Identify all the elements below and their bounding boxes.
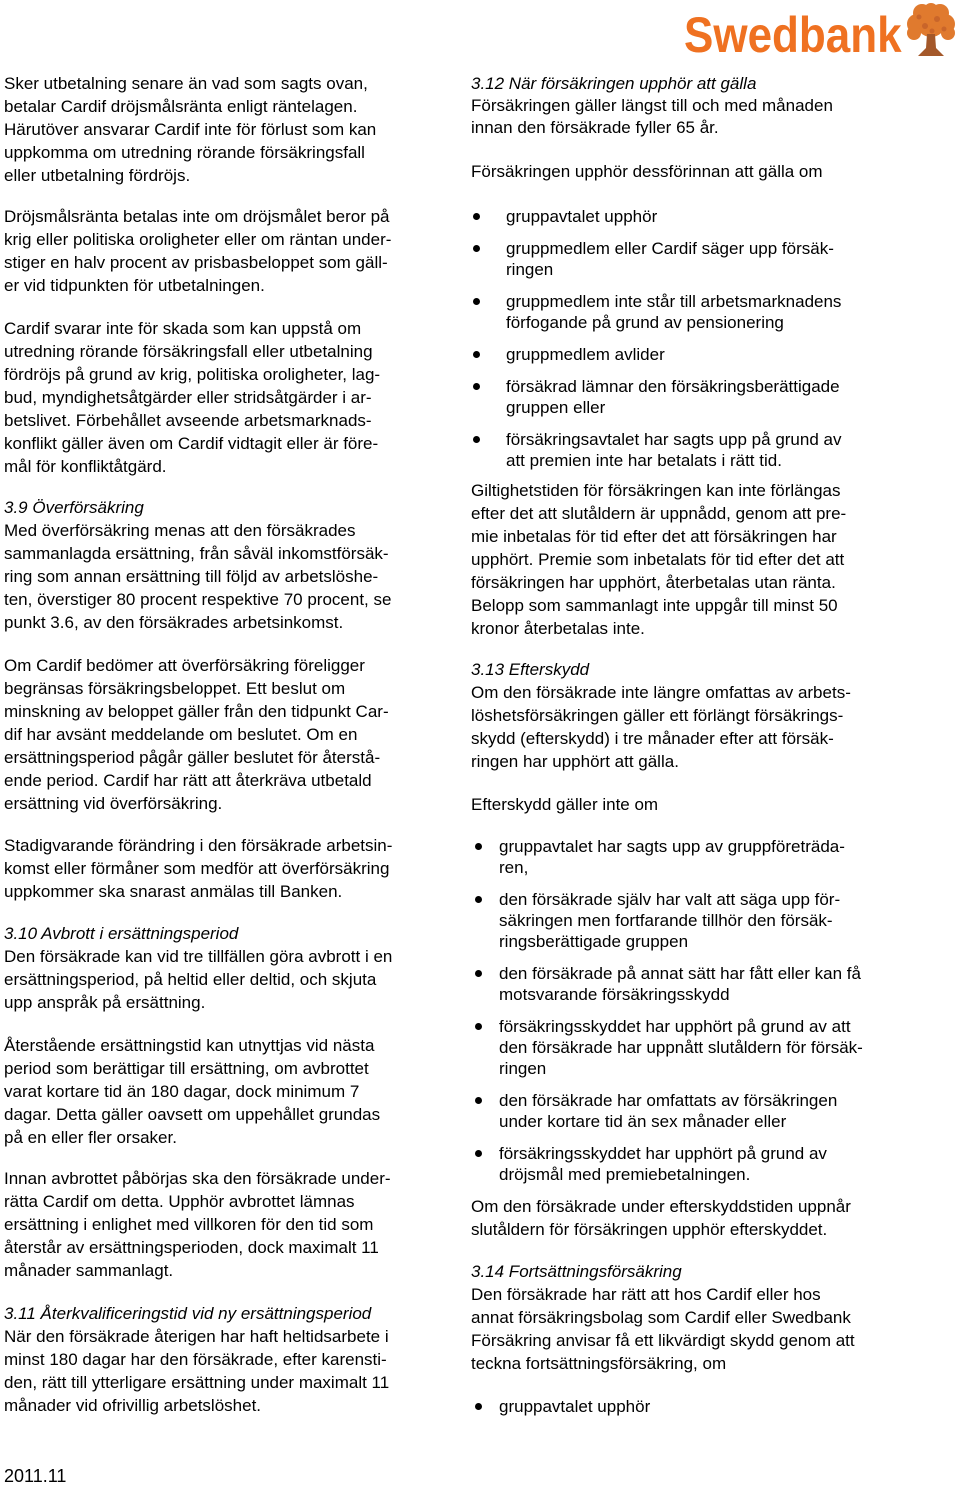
text-line: den, rätt till ytterligare ersättning under maximalt 11 <box>4 1373 390 1392</box>
text-line: gruppavtalet upphör <box>499 1397 651 1416</box>
text-line: Återstående ersättningstid kan utnyttjas vid nästa <box>4 1036 375 1055</box>
bullet-icon <box>473 351 480 358</box>
text-line: på en eller fler orsaker. <box>4 1128 177 1147</box>
text-line: annat försäkringsbolag som Cardif eller Swedbank <box>471 1308 851 1327</box>
paragraph-validity <box>471 479 941 640</box>
bullet-icon <box>473 298 480 305</box>
text-line: återstår av ersättningsperioden, dock maximalt 11 <box>4 1238 379 1257</box>
text-line: dif har avsänt meddelande om beslutet. Om en <box>4 725 358 744</box>
text-line: dröjsmål med premiebetalningen. <box>499 1165 751 1184</box>
text-line: Om den försäkrade inte längre omfattas av arbets- <box>471 683 851 702</box>
text-line: ringen <box>506 260 554 279</box>
list-item <box>471 429 941 471</box>
text-line: konflikt gäller även om Cardif vidtagit eller är före- <box>4 434 379 453</box>
section-3-11 <box>4 1302 444 1417</box>
text-line: upphört. Premie som inbetalats för tid efter det att <box>471 550 845 569</box>
list-item-text <box>499 1396 941 1417</box>
text-line: gruppmedlem avlider <box>506 345 665 364</box>
text-line: minskning av beloppet gäller från den tidpunkt Car- <box>4 702 389 721</box>
text-line: slutåldern för försäkringen upphör efterskyddet. <box>471 1220 828 1239</box>
section-body <box>4 945 444 1014</box>
text-line: efter det att slutåldern är uppnådd, genom att pre- <box>471 504 847 523</box>
text-line: Stadigvarande förändring i den försäkrade arbetsin- <box>4 836 393 855</box>
text-line: ren, <box>499 858 529 877</box>
text-line: upp anspråk på ersättning. <box>4 993 206 1012</box>
text-line: ende period. Cardif har rätt att återkräva utbetald <box>4 771 372 790</box>
text-line: Sker utbetalning senare än vad som sagts ovan, <box>4 74 368 93</box>
text-line: mål för konfliktåtgärd. <box>4 457 167 476</box>
section-heading: 3.11 Återkvalificeringstid vid ny ersättningsperiod <box>4 1304 372 1323</box>
text-line: dagar. Detta gäller oavsett om uppehållet grundas <box>4 1105 381 1124</box>
section-heading: 3.14 Fortsättningsförsäkring <box>471 1262 682 1281</box>
list-item-text <box>499 1090 941 1132</box>
text-line: stiger en halv procent av prisbasbeloppet som gäll- <box>4 253 388 272</box>
text-line: Härutöver ansvarar Cardif inte för förlust som kan <box>4 120 377 139</box>
paragraph-before-interruption <box>4 1167 444 1282</box>
list-item <box>471 1396 941 1417</box>
section-heading: 3.10 Avbrott i ersättningsperiod <box>4 924 239 943</box>
text-line: Innan avbrottet påbörjas ska den försäkrade under- <box>4 1169 391 1188</box>
text-line: ersättningsperiod, på heltid eller deltid, och skjuta <box>4 970 377 989</box>
list-item-text <box>499 889 941 952</box>
text-line: ten, överstiger 80 procent respektive 70 procent, se <box>4 590 392 609</box>
text-line: Om den försäkrade under efterskyddstiden uppnår <box>471 1197 851 1216</box>
section-heading: 3.9 Överförsäkring <box>4 498 144 517</box>
list-item-text <box>506 429 941 471</box>
text-line: Den försäkrade kan vid tre tillfällen göra avbrott i en <box>4 947 393 966</box>
termination-conditions-list <box>471 206 941 482</box>
continuation-conditions-list <box>471 1396 941 1428</box>
list-item-text <box>506 376 941 418</box>
text-line: bud, myndighetsåtgärder eller stridsåtgärder i ar- <box>4 388 372 407</box>
list-item-text <box>499 963 941 1005</box>
swedbank-logo <box>684 0 958 63</box>
text-line: teckna fortsättningsförsäkring, om <box>471 1354 727 1373</box>
text-line: punkt 3.6, av den försäkrades arbetsinkomst. <box>4 613 344 632</box>
list-item <box>471 1143 941 1185</box>
text-line: löshetsförsäkringen gäller ett förlängt försäkrings- <box>471 706 844 725</box>
list-item <box>471 344 941 365</box>
list-item <box>471 238 941 280</box>
paragraph-late-payment <box>4 72 444 187</box>
section-3-13 <box>471 658 941 773</box>
text-line: ringen har upphört att gälla. <box>471 752 679 771</box>
text-line: Försäkringen gäller längst till och med månaden <box>471 96 833 115</box>
list-item <box>471 206 941 227</box>
text-line: gruppen eller <box>506 398 606 417</box>
text-line: Efterskydd gäller inte om <box>471 795 659 814</box>
text-line: ringen <box>499 1059 547 1078</box>
text-line: uppkomma om utredning rörande försäkringsfall <box>4 143 365 162</box>
text-line: skydd (efterskydd) i tre månader efter att försäk- <box>471 729 834 748</box>
section-body <box>471 681 941 773</box>
bullet-icon <box>475 843 482 850</box>
text-line: att premien inte har betalats i rätt tid. <box>506 451 782 470</box>
bullet-icon <box>475 1023 482 1030</box>
text-line: ersättningsperiod pågår gäller beslutet för återstå- <box>4 748 381 767</box>
paragraph-aftercover-intro <box>471 793 941 816</box>
paragraph-termination-intro <box>471 160 941 183</box>
text-line: eller utbetalning fördröjs. <box>4 166 191 185</box>
bullet-icon <box>473 383 480 390</box>
text-line: månader sammanlagt. <box>4 1261 174 1280</box>
bullet-icon <box>473 436 480 443</box>
text-line: säkringen men fortfarande tillhör den försäk- <box>499 911 833 930</box>
text-line: innan den försäkrade fyller 65 år. <box>471 118 719 137</box>
paragraph-penalty-interest <box>4 205 444 297</box>
text-line: Om Cardif bedömer att överförsäkring föreligger <box>4 656 365 675</box>
list-item-text <box>499 1143 941 1185</box>
footer-date: 2011.11 <box>4 1466 67 1486</box>
text-line: När den försäkrade återigen har haft heltidsarbete i <box>4 1327 389 1346</box>
text-line: gruppavtalet har sagts upp av gruppföreträda- <box>499 837 845 856</box>
list-item <box>471 1090 941 1132</box>
text-line: Försäkringen upphör dessförinnan att gälla om <box>471 162 823 181</box>
text-line: betalar Cardif dröjsmålsränta enligt räntelagen. <box>4 97 358 116</box>
text-line: ringsberättigade gruppen <box>499 932 689 951</box>
text-line: gruppavtalet upphör <box>506 207 658 226</box>
text-line: mie inbetalas för tid efter det att försäkringen har <box>471 527 837 546</box>
text-line: Den försäkrade har rätt att hos Cardif eller hos <box>471 1285 821 1304</box>
section-body <box>4 1325 444 1417</box>
text-line: varat kortare tid än 180 dagar, dock minimum 7 <box>4 1082 360 1101</box>
text-line: utredning rörande försäkringsfall eller utbetalning <box>4 342 373 361</box>
text-line: period som berättigar till ersättning, om avbrottet <box>4 1059 369 1078</box>
list-item-text <box>506 238 941 280</box>
text-line: uppkommer ska snarast anmälas till Banken. <box>4 882 343 901</box>
text-line: sammanlagda ersättning, från såväl inkomstförsäk- <box>4 544 389 563</box>
text-line: fördröjs på grund av krig, politiska oroligheter, lag- <box>4 365 381 384</box>
paragraph-overinsurance-decision <box>4 654 444 815</box>
text-line: komst eller förmåner som medför att överförsäkring <box>4 859 390 878</box>
text-line: ring som annan ersättning till följd av arbetslöshe- <box>4 567 379 586</box>
list-item-text <box>506 344 941 365</box>
text-line: försäkringsskyddet har upphört på grund av att <box>499 1017 851 1036</box>
text-line: Försäkring anvisar få ett likvärdigt skydd genom att <box>471 1331 855 1350</box>
text-line: Giltighetstiden för försäkringen kan inte förlängas <box>471 481 841 500</box>
text-line: krig eller politiska oroligheter eller om räntan under- <box>4 230 392 249</box>
text-line: den försäkrade själv har valt att säga upp för- <box>499 890 841 909</box>
list-item-text <box>506 291 941 333</box>
text-line: den försäkrade på annat sätt har fått eller kan få <box>499 964 861 983</box>
section-body <box>4 519 444 634</box>
text-line: försäkringen har upphört, återbetalas utan ränta. <box>471 573 836 592</box>
text-line: gruppmedlem eller Cardif säger upp försäk- <box>506 239 834 258</box>
section-3-14 <box>471 1260 941 1375</box>
section-body <box>471 1283 941 1375</box>
paragraph-aftercover-end <box>471 1195 941 1241</box>
text-line: er vid tidpunkten för utbetalningen. <box>4 276 265 295</box>
bullet-icon <box>473 245 480 252</box>
list-item <box>471 1016 941 1079</box>
text-line: försäkrad lämnar den försäkringsberättigade <box>506 377 840 396</box>
text-line: Belopp som sammanlagt inte uppgår till minst 50 <box>471 596 838 615</box>
section-3-9 <box>4 496 444 634</box>
text-line: Cardif svarar inte för skada som kan uppstå om <box>4 319 362 338</box>
list-item-text <box>499 836 941 878</box>
text-line: begränsas försäkringsbeloppet. Ett beslut om <box>4 679 346 698</box>
text-line: månader vid ofrivillig arbetslöshet. <box>4 1396 262 1415</box>
text-line: kronor återbetalas inte. <box>471 619 645 638</box>
section-heading: 3.12 När försäkringen upphör att gälla <box>471 74 757 93</box>
text-line: den försäkrade har omfattats av försäkringen <box>499 1091 838 1110</box>
section-3-12 <box>471 73 941 139</box>
section-3-10 <box>4 922 444 1014</box>
text-line: Dröjsmålsränta betalas inte om dröjsmålet beror på <box>4 207 390 226</box>
list-item-text <box>506 206 941 227</box>
section-body <box>471 95 941 139</box>
text-line: motsvarande försäkringsskydd <box>499 985 730 1004</box>
bullet-icon <box>475 970 482 977</box>
aftercover-exclusions-list <box>471 836 941 1196</box>
bullet-icon <box>475 1403 482 1410</box>
text-line: förfogande på grund av pensionering <box>506 313 784 332</box>
list-item <box>471 836 941 878</box>
text-line: ersättning i enlighet med villkoren för den tid som <box>4 1215 374 1234</box>
list-item <box>471 889 941 952</box>
list-item <box>471 376 941 418</box>
text-line: under kortare tid än sex månader eller <box>499 1112 787 1131</box>
paragraph-permanent-change <box>4 834 444 903</box>
list-item <box>471 291 941 333</box>
text-line: Med överförsäkring menas att den försäkrades <box>4 521 356 540</box>
bullet-icon <box>473 213 480 220</box>
bullet-icon <box>475 896 482 903</box>
logo-wordmark: Swedbank <box>684 7 902 63</box>
bullet-icon <box>475 1150 482 1157</box>
text-line: den försäkrade har uppnått slutåldern för försäk- <box>499 1038 863 1057</box>
text-line: rätta Cardif om detta. Upphör avbrottet lämnas <box>4 1192 355 1211</box>
text-line: betslivet. Förbehållet avseende arbetsmarknads- <box>4 411 372 430</box>
list-item-text <box>499 1016 941 1079</box>
paragraph-damage-liability <box>4 317 444 478</box>
text-line: gruppmedlem inte står till arbetsmarknadens <box>506 292 842 311</box>
text-line: försäkringsskyddet har upphört på grund av <box>499 1144 827 1163</box>
text-line: försäkringsavtalet har sagts upp på grund av <box>506 430 842 449</box>
bullet-icon <box>475 1097 482 1104</box>
paragraph-remaining-time <box>4 1034 444 1149</box>
section-heading: 3.13 Efterskydd <box>471 660 590 679</box>
list-item <box>471 963 941 1005</box>
oak-tree-icon <box>905 2 957 58</box>
text-line: minst 180 dagar har den försäkrade, efter karensti- <box>4 1350 387 1369</box>
text-line: ersättning vid överförsäkring. <box>4 794 223 813</box>
